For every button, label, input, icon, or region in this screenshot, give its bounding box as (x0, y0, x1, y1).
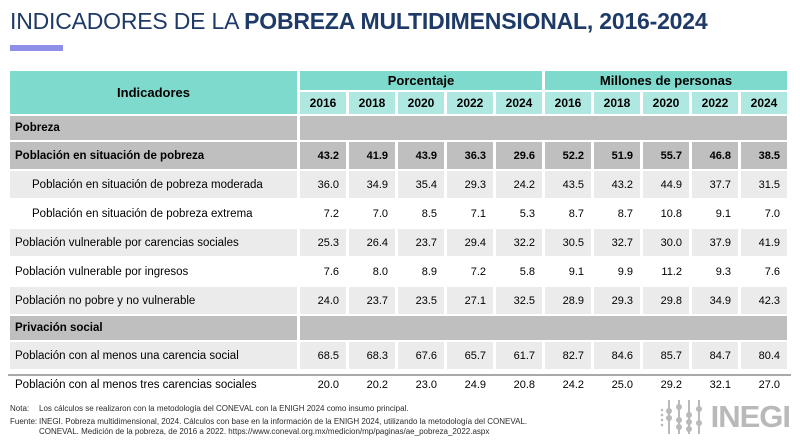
row-label: Población vulnerable por ingresos (10, 258, 297, 285)
value-cell: 37.7 (692, 171, 738, 198)
value-cell: 67.6 (398, 342, 444, 369)
table-row (10, 142, 787, 169)
value-cell: 29.2 (643, 371, 689, 398)
value-cell: 52.2 (545, 142, 591, 169)
value-cell: 20.0 (300, 371, 346, 398)
value-cell: 9.9 (594, 258, 640, 285)
column-header-indicadores: Indicadores (10, 71, 297, 114)
value-cell: 7.2 (447, 258, 493, 285)
value-cell: 23.7 (398, 229, 444, 256)
row-label: Pobreza (10, 116, 297, 140)
group-header-row (10, 71, 787, 90)
value-cell: 7.2 (300, 200, 346, 227)
value-cell: 44.9 (643, 171, 689, 198)
value-cell: 38.5 (741, 142, 787, 169)
value-cell: 43.9 (398, 142, 444, 169)
value-cell: 7.6 (300, 258, 346, 285)
value-cell: 24.2 (496, 171, 542, 198)
value-cell: 30.5 (545, 229, 591, 256)
value-cell: 29.3 (594, 287, 640, 314)
value-cell: 29.6 (496, 142, 542, 169)
value-cell: 7.0 (741, 200, 787, 227)
value-cell: 36.3 (447, 142, 493, 169)
inegi-abacus-icon (660, 399, 704, 435)
year-header-porcentaje-2018: 2018 (349, 92, 395, 114)
row-label: Privación social (10, 316, 297, 340)
section-fill (300, 116, 787, 140)
value-cell: 65.7 (447, 342, 493, 369)
value-cell: 8.7 (594, 200, 640, 227)
value-cell: 32.5 (496, 287, 542, 314)
page-title (10, 8, 707, 35)
value-cell: 55.7 (643, 142, 689, 169)
value-cell: 35.4 (398, 171, 444, 198)
table-row (10, 287, 787, 314)
value-cell: 7.0 (349, 200, 395, 227)
value-cell: 41.9 (349, 142, 395, 169)
column-group-millones-de-personas: Millones de personas (545, 71, 787, 90)
value-cell: 25.3 (300, 229, 346, 256)
value-cell: 29.4 (447, 229, 493, 256)
year-header-porcentaje-2022: 2022 (447, 92, 493, 114)
poverty-indicators-table (7, 69, 790, 400)
value-cell: 8.5 (398, 200, 444, 227)
year-header-porcentaje-2016: 2016 (300, 92, 346, 114)
table-row (10, 229, 787, 256)
value-cell: 26.4 (349, 229, 395, 256)
value-cell: 5.3 (496, 200, 542, 227)
value-cell: 7.1 (447, 200, 493, 227)
value-cell: 85.7 (643, 342, 689, 369)
value-cell: 82.7 (545, 342, 591, 369)
row-label: Población no pobre y no vulnerable (10, 287, 297, 314)
year-header-porcentaje-2020: 2020 (398, 92, 444, 114)
column-group-porcentaje: Porcentaje (300, 71, 542, 90)
value-cell: 36.0 (300, 171, 346, 198)
value-cell: 8.7 (545, 200, 591, 227)
inegi-wordmark: INEGI (710, 399, 790, 434)
fuente-line-2: CONEVAL. Medición de la pobreza, de 2016 a 2022. https://www.coneval.org.mx/medicion/mp/paginas/ae_pobreza_2022.aspx (39, 427, 490, 436)
value-cell: 32.1 (692, 371, 738, 398)
nota-text: Los cálculos se realizaron con la metodología del CONEVAL con la ENIGH 2024 como insumo principal. (39, 404, 409, 413)
year-header-millones-2022: 2022 (692, 92, 738, 114)
value-cell: 7.6 (741, 258, 787, 285)
value-cell: 24.2 (545, 371, 591, 398)
value-cell: 8.9 (398, 258, 444, 285)
year-header-millones-2020: 2020 (643, 92, 689, 114)
inegi-logo (660, 399, 790, 435)
value-cell: 37.9 (692, 229, 738, 256)
value-cell: 20.2 (349, 371, 395, 398)
value-cell: 42.3 (741, 287, 787, 314)
row-label: Población vulnerable por carencias sociales (10, 229, 297, 256)
year-header-millones-2024: 2024 (741, 92, 787, 114)
row-label: Población en situación de pobreza (10, 142, 297, 169)
value-cell: 25.0 (594, 371, 640, 398)
page-title-bold: POBREZA MULTIDIMENSIONAL, 2016-2024 (244, 8, 708, 34)
fuente-text (39, 417, 527, 437)
value-cell: 43.2 (594, 171, 640, 198)
value-cell: 24.9 (447, 371, 493, 398)
row-label: Población en situación de pobreza moderada (10, 171, 297, 198)
fuente-row (10, 417, 630, 437)
value-cell: 43.5 (545, 171, 591, 198)
value-cell: 80.4 (741, 342, 787, 369)
value-cell: 32.7 (594, 229, 640, 256)
value-cell: 10.8 (643, 200, 689, 227)
value-cell: 84.7 (692, 342, 738, 369)
value-cell: 34.9 (349, 171, 395, 198)
value-cell: 11.2 (643, 258, 689, 285)
fuente-line-1: INEGI. Pobreza multidimensional, 2024. Cálculos con base en la información de la ENIGH 2024, utilizando la metodología del CONEVAL. (39, 417, 528, 426)
value-cell: 68.3 (349, 342, 395, 369)
value-cell: 23.5 (398, 287, 444, 314)
table-bottom-border (8, 374, 791, 376)
value-cell: 31.5 (741, 171, 787, 198)
footnotes (10, 404, 630, 440)
value-cell: 9.1 (692, 200, 738, 227)
title-underline-accent (10, 45, 63, 51)
value-cell: 41.9 (741, 229, 787, 256)
value-cell: 29.8 (643, 287, 689, 314)
nota-row (10, 404, 630, 414)
value-cell: 68.5 (300, 342, 346, 369)
value-cell: 61.7 (496, 342, 542, 369)
table-row (10, 258, 787, 285)
value-cell: 9.3 (692, 258, 738, 285)
value-cell: 8.0 (349, 258, 395, 285)
value-cell: 23.7 (349, 287, 395, 314)
fuente-label: Fuente: (10, 417, 38, 426)
value-cell: 28.9 (545, 287, 591, 314)
value-cell: 29.3 (447, 171, 493, 198)
value-cell: 20.8 (496, 371, 542, 398)
value-cell: 5.8 (496, 258, 542, 285)
year-header-porcentaje-2024: 2024 (496, 92, 542, 114)
row-label: Población con al menos tres carencias sociales (10, 371, 297, 398)
section-fill (300, 316, 787, 340)
table-row (10, 342, 787, 369)
value-cell: 30.0 (643, 229, 689, 256)
value-cell: 27.1 (447, 287, 493, 314)
table-row (10, 200, 787, 227)
page-title-regular: INDICADORES DE LA (10, 8, 245, 34)
value-cell: 43.2 (300, 142, 346, 169)
value-cell: 23.0 (398, 371, 444, 398)
section-row (10, 116, 787, 140)
section-row (10, 316, 787, 340)
row-label: Población con al menos una carencia social (10, 342, 297, 369)
year-header-millones-2018: 2018 (594, 92, 640, 114)
value-cell: 27.0 (741, 371, 787, 398)
value-cell: 9.1 (545, 258, 591, 285)
value-cell: 46.8 (692, 142, 738, 169)
value-cell: 32.2 (496, 229, 542, 256)
year-header-millones-2016: 2016 (545, 92, 591, 114)
table-row (10, 171, 787, 198)
value-cell: 24.0 (300, 287, 346, 314)
nota-label: Nota: (10, 404, 30, 413)
row-label: Población en situación de pobreza extrema (10, 200, 297, 227)
value-cell: 84.6 (594, 342, 640, 369)
value-cell: 34.9 (692, 287, 738, 314)
value-cell: 51.9 (594, 142, 640, 169)
